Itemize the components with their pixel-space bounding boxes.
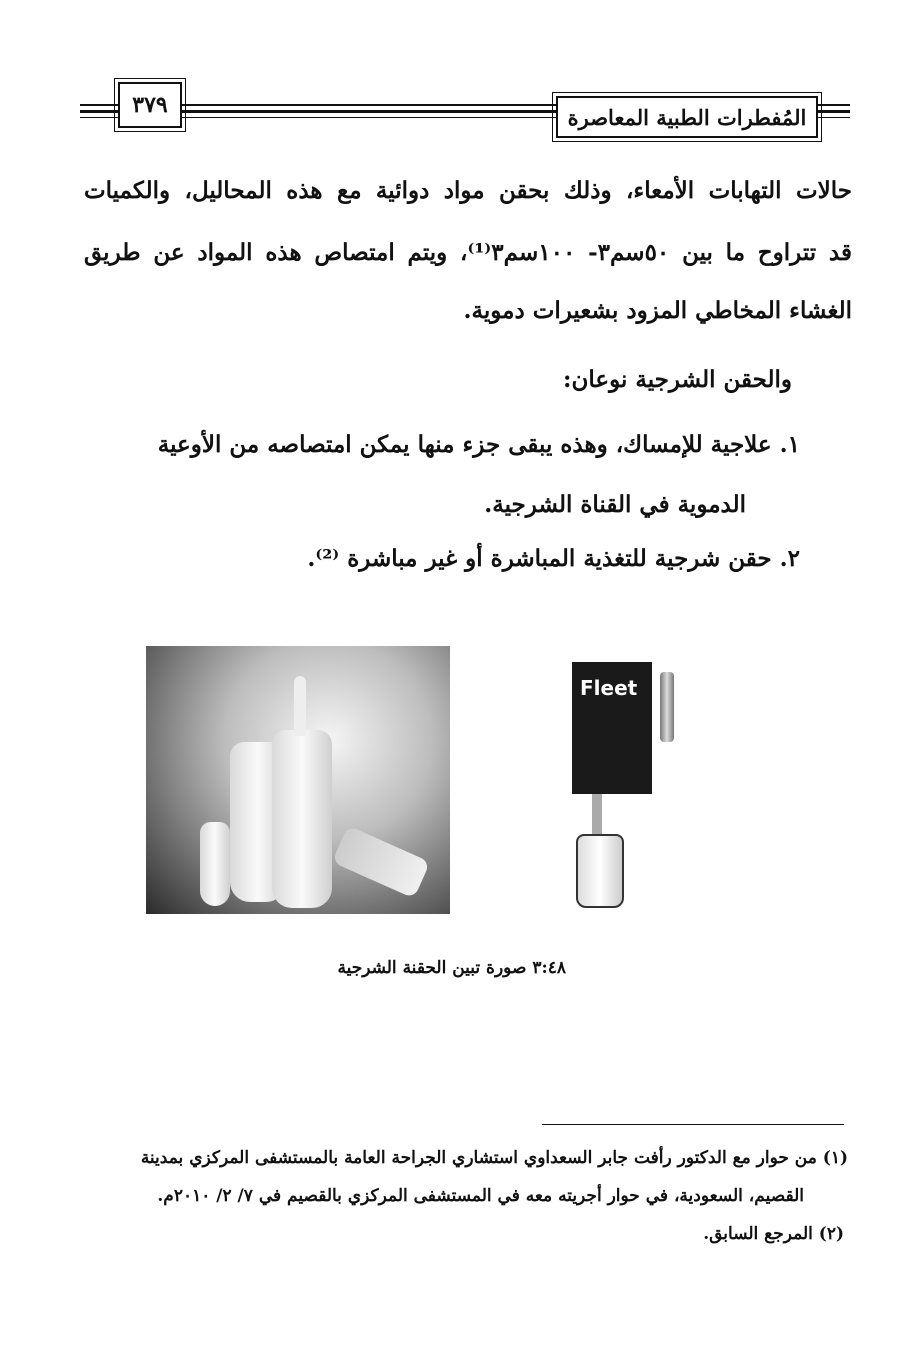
bottle-shape (200, 822, 230, 906)
section-heading: والحقن الشرجية نوعان: (562, 366, 792, 393)
fleet-enema-photo (568, 662, 698, 920)
figure-caption: ٣:٤٨ صورة تبين الحقنة الشرجية (337, 958, 566, 978)
footnote-separator (542, 1124, 844, 1125)
tube-shape (332, 825, 430, 898)
paragraph-line-1: حالات التهابات الأمعاء، وذلك بحقن مواد دوائية مع هذه المحاليل، والكميات (84, 177, 852, 204)
list-item-2: ٢. حقن شرجية للتغذية المباشرة أو غير مباشرة ⁽²⁾. (307, 545, 800, 572)
list-item-1: ١. علاجية للإمساك، وهذه يبقى جزء منها يمكن امتصاصه من الأوعية (157, 431, 800, 458)
paragraph-line-2: قد تتراوح ما بين ٥٠سم٣- ١٠٠سم٣⁽¹⁾، ويتم امتصاص هذه المواد عن طريق (84, 239, 852, 266)
list-item-1-cont: الدموية في القناة الشرجية. (484, 491, 746, 518)
fleet-bottle (576, 834, 624, 908)
fleet-nozzle (592, 794, 602, 836)
footnote-2: (٢) المرجع السابق. (703, 1224, 844, 1244)
page-number: ٣٧٩ (118, 82, 182, 128)
fleet-tube (660, 672, 674, 742)
footnote-1-cont: القصيم، السعودية، في حوار أجريته معه في المستشفى المركزي بالقصيم في ٧/ ٢/ ٢٠١٠م. (157, 1186, 804, 1206)
bottle-shape (272, 730, 332, 908)
fleet-box (572, 662, 652, 794)
fleet-brand-label: Fleet (580, 676, 638, 700)
enema-bottles-photo (146, 646, 450, 914)
paragraph-line-3: الغشاء المخاطي المزود بشعيرات دموية. (463, 297, 852, 324)
bottle-nozzle (294, 676, 306, 736)
running-title: المُفطرات الطبية المعاصرة (556, 96, 818, 138)
footnote-1: (١) من حوار مع الدكتور رأفت جابر السعداوي استشاري الجراحة العامة بالمستشفى المركزي بمدينة (140, 1148, 848, 1168)
